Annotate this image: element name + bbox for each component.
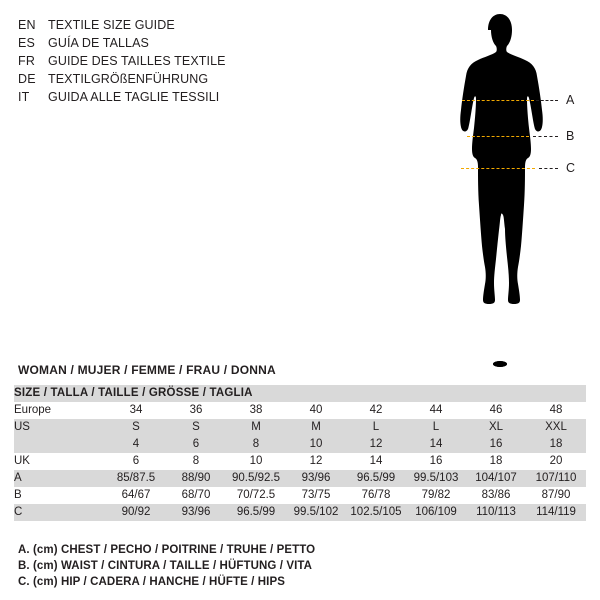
hip-marker-label: C [566,161,576,175]
chest-marker-label: A [566,93,575,107]
legend-line: A. (cm) CHEST / PECHO / POITRINE / TRUHE / PETTO [18,544,316,556]
cell: L [346,419,406,436]
waist-marker-label: B [566,129,575,143]
cell: 8 [226,436,286,453]
language-title: GUÍA DE TALLAS [48,36,149,50]
silhouette-icon [440,8,590,373]
cell: 18 [466,453,526,470]
legend-line: B. (cm) WAIST / CINTURA / TAILLE / HÜFTUNG / VITA [18,560,313,572]
cell: 96.5/99 [346,470,406,487]
row-label: C [14,504,106,521]
cell: 96.5/99 [226,504,286,521]
language-title: GUIDE DES TAILLES TEXTILE [48,54,226,68]
cell: 40 [286,402,346,419]
hip-pointer-line [539,168,558,169]
cell: 76/78 [346,487,406,504]
cell: 64/67 [106,487,166,504]
cell: 73/75 [286,487,346,504]
size-table [14,385,586,521]
cell: 16 [466,436,526,453]
language-row [18,34,318,52]
table-header-label: SIZE / TALLA / TAILLE / GRÖSSE / TAGLIA [14,385,586,402]
cell: 36 [166,402,226,419]
cell: L [406,419,466,436]
table-row [14,487,586,504]
chest-measure-line [462,100,534,101]
language-code: ES [18,36,36,50]
cell: 99.5/102 [286,504,346,521]
cell: 83/86 [466,487,526,504]
language-title: TEXTILE SIZE GUIDE [48,18,175,32]
table-row [14,504,586,521]
cell: 16 [406,453,466,470]
cell: 88/90 [166,470,226,487]
cell: 93/96 [166,504,226,521]
chest-pointer-line [536,100,558,101]
cell: S [106,419,166,436]
cell: 93/96 [286,470,346,487]
language-title: TEXTILGRÖßENFÜHRUNG [48,72,209,86]
cell: 14 [346,453,406,470]
cell: 87/90 [526,487,586,504]
cell: 20 [526,453,586,470]
cell: 48 [526,402,586,419]
row-label [14,436,106,453]
hip-measure-line [461,168,535,169]
waist-measure-line [467,136,529,137]
cell: 8 [166,453,226,470]
table-row [14,436,586,453]
cell: 90.5/92.5 [226,470,286,487]
female-silhouette-figure [440,8,590,373]
cell: 12 [286,453,346,470]
cell: 106/109 [406,504,466,521]
row-label: A [14,470,106,487]
cell: 107/110 [526,470,586,487]
cell: 70/72.5 [226,487,286,504]
cell: 68/70 [166,487,226,504]
language-row [18,70,318,88]
cell: 4 [106,436,166,453]
language-code: FR [18,54,36,68]
table-row [14,419,586,436]
language-code: DE [18,72,36,86]
cell: 6 [166,436,226,453]
language-code: IT [18,90,30,104]
cell: 10 [286,436,346,453]
language-row [18,16,318,34]
measurement-legend [18,542,578,590]
waist-pointer-line [533,136,558,137]
cell: XXL [526,419,586,436]
cell: 46 [466,402,526,419]
language-title: GUIDA ALLE TAGLIE TESSILI [48,90,220,104]
cell: XL [466,419,526,436]
table-row [14,402,586,419]
cell: 104/107 [466,470,526,487]
cell: 90/92 [106,504,166,521]
cell: 99.5/103 [406,470,466,487]
cell: 110/113 [466,504,526,521]
cell: 38 [226,402,286,419]
table-caption: WOMAN / MUJER / FEMME / FRAU / DONNA [18,363,276,377]
table-row [14,470,586,487]
cell: 10 [226,453,286,470]
table-row [14,453,586,470]
cell: S [166,419,226,436]
cell: 34 [106,402,166,419]
cell: 79/82 [406,487,466,504]
row-label: UK [14,453,106,470]
cell: 42 [346,402,406,419]
row-label: US [14,419,106,436]
cell: 85/87.5 [106,470,166,487]
cell: 6 [106,453,166,470]
cell: 14 [406,436,466,453]
cell: 114/119 [526,504,586,521]
language-row [18,52,318,70]
language-row [18,88,318,106]
cell: 12 [346,436,406,453]
language-code: EN [18,18,36,32]
cell: 44 [406,402,466,419]
table-header-row [14,385,586,402]
language-list [18,16,318,106]
legend-line: C. (cm) HIP / CADERA / HANCHE / HÜFTE / HIPS [18,576,286,588]
cell: M [286,419,346,436]
row-label: B [14,487,106,504]
cell: 102.5/105 [346,504,406,521]
row-label: Europe [14,402,106,419]
cell: 18 [526,436,586,453]
cell: M [226,419,286,436]
